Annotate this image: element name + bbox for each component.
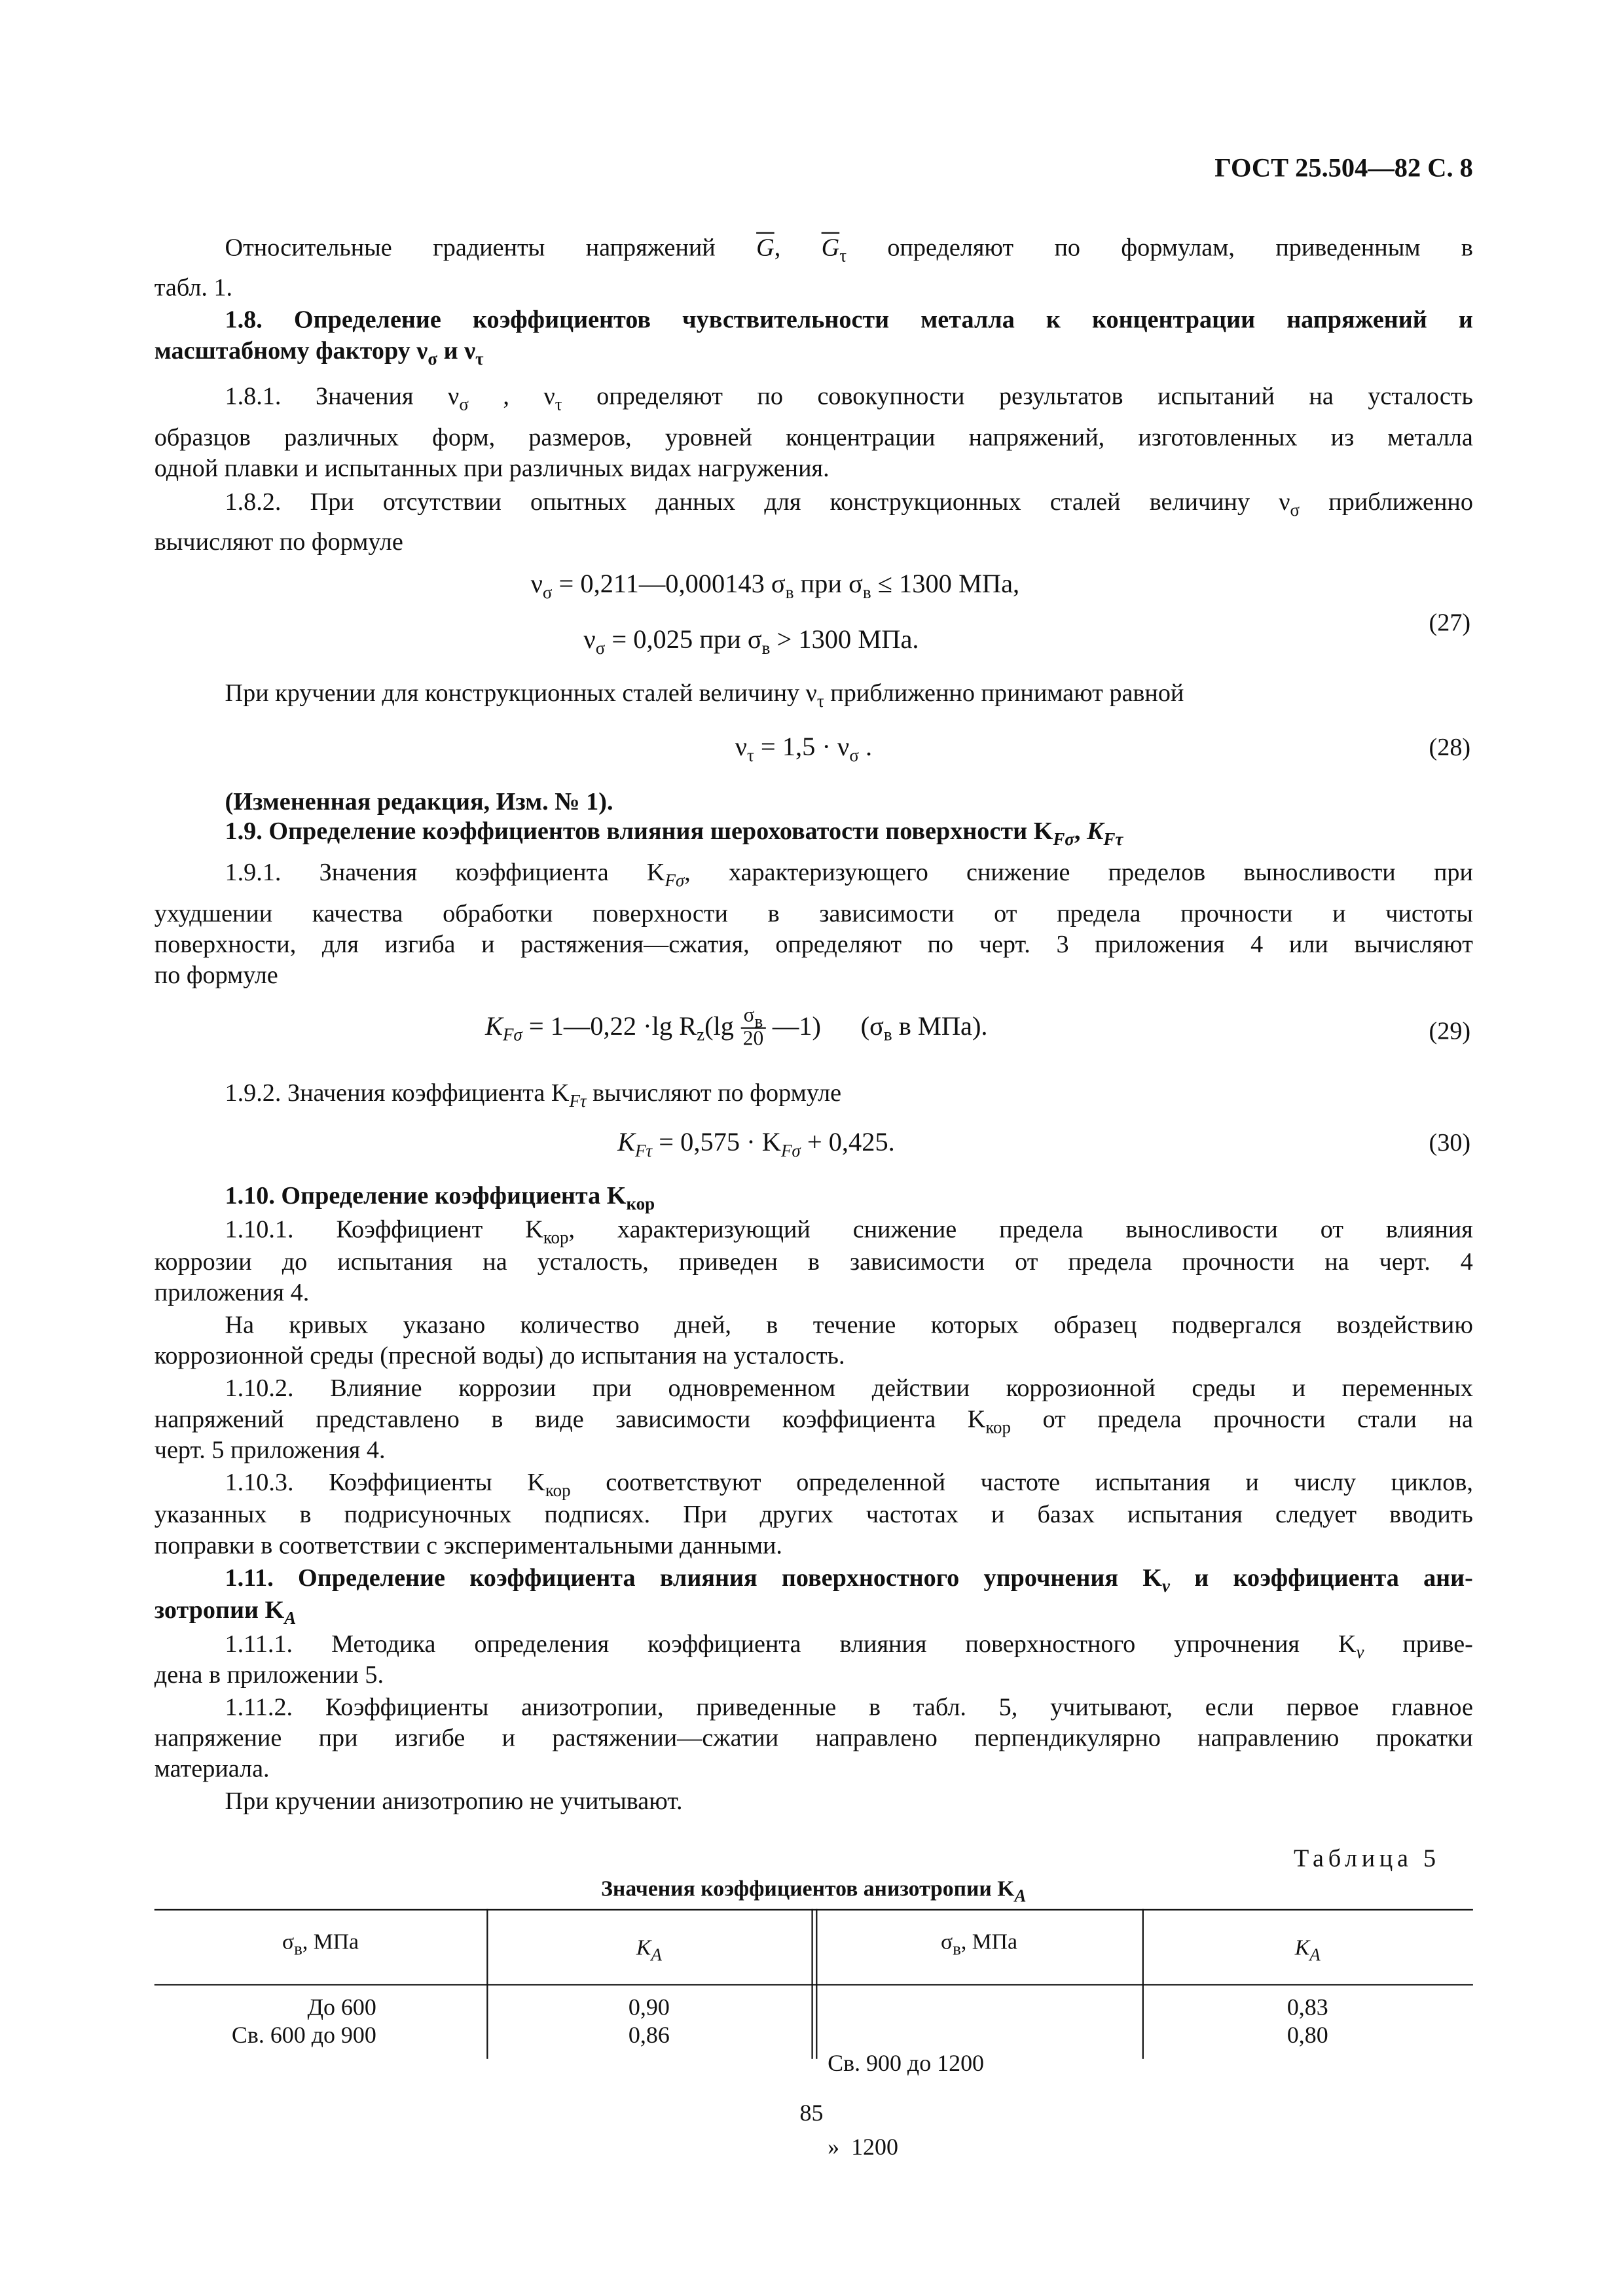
equation-28-number: (28)	[1429, 733, 1471, 762]
paragraph-1-8-1: 1.8.1. Значения $\nu_\sigma$ , $\nu_\tau$ определяют по совокупности результатов испытаний на усталость	[225, 382, 1473, 415]
table-cell: 0,83	[1286, 1996, 1328, 2021]
section-1-8-heading-line-2: масштабному фактору $\nu_\sigma$ и $\nu_\tau$	[154, 336, 484, 369]
paragraph-1-8-2: 1.8.2. При отсутствии опытных данных для конструкционных сталей величину $\nu_\sigma$ приближенно	[225, 488, 1473, 520]
paragraph-1-9-2: 1.9.2. Значения коэффициента $K_{F\tau}$ вычисляют по формуле	[225, 1079, 842, 1111]
paragraph-curves: На кривых указано количество дней, в течение которых образец подвергался воздействию	[225, 1310, 1473, 1339]
paragraph-1-8-2-line-2: вычисляют по формуле	[154, 528, 403, 556]
paragraph-torsion-anisotropy: При кручении анизотропию не учитывают.	[225, 1787, 683, 1816]
paragraph-1-11-1: 1.11.1. Методика определения коэффициента влияния поверхностного упрочнения $K_v$ приве-	[225, 1630, 1473, 1662]
section-1-11-heading: 1.11. Определение коэффициента влияния поверхностного упрочнения $K_v$ и коэффициента ани-	[225, 1564, 1473, 1596]
table-label: Таблица 5	[1293, 1844, 1440, 1873]
paragraph-1-11-2-line-2: напряжение при изгибе и растяжении—сжатии направлено перпендикулярно направлению прокатки	[154, 1723, 1473, 1752]
equation-29-number: (29)	[1429, 1016, 1471, 1045]
paragraph-1-10-1: 1.10.1. Коэффициент $K_{кор}$, характеризующий снижение предела выносливости от влияния	[225, 1215, 1473, 1248]
paragraph-1-10-3-line-2: указанных в подрисуночных подписях. При других частотах и базах испытания следует вводить	[154, 1500, 1473, 1529]
table-cell: 0,86	[628, 2023, 670, 2049]
paragraph-1-10-3-line-3: поправки в соответствии с экспериментальными данными.	[154, 1531, 782, 1560]
page-number: 85	[799, 2101, 824, 2127]
table-top-rule	[155, 1909, 1473, 1910]
running-head: ГОСТ 25.504—82 С. 8	[1214, 152, 1473, 183]
equation-30-number: (30)	[1429, 1128, 1471, 1157]
table-cell: Св. 600 до 900	[231, 2023, 376, 2049]
amended-note: (Измененная редакция, Изм. № 1).	[225, 787, 613, 816]
paragraph-1-10-2-line-2: напряжений представлено в виде зависимости коэффициента $K_{кор}$ от предела прочности стали на	[154, 1405, 1473, 1438]
intro-line-1: Относительные градиенты напряжений $\overline{G}$, $\overline{G}_\tau$ определяют по формулам, приведенным в	[225, 234, 1473, 266]
section-1-8-heading: 1.8. Определение коэффициентов чувствительности металла к концентрации напряжений и	[225, 306, 1473, 334]
table-header-ka-1: $K_A$	[636, 1937, 662, 1965]
equation-30: $K_{F\tau} = 0,575 \cdot K_{F\sigma} + 0,425$.	[617, 1127, 895, 1161]
table-cell: » 1200	[828, 2135, 898, 2161]
paragraph-curves-line-2: коррозионной среды (пресной воды) до испытания на усталость.	[154, 1342, 845, 1370]
equation-28: $\nu_\tau = 1,5 \cdot \nu_\sigma$ .	[735, 732, 873, 766]
table-cell: 0,90	[628, 1996, 670, 2021]
intro-line-2: табл. 1.	[154, 273, 233, 302]
paragraph-1-8-1-line-2: образцов различных форм, размеров, уровней концентрации напряжений, изготовленных из металла	[154, 423, 1473, 452]
section-1-10-heading: 1.10. Определение коэффициента $K_{кор}$	[225, 1181, 655, 1214]
table-cell: До 600	[307, 1996, 376, 2021]
table-header-sigma-1: $\sigma_в$, МПа	[282, 1931, 359, 1960]
table-header-sigma-2: $\sigma_в$, МПа	[940, 1931, 1017, 1960]
section-1-9-heading: 1.9. Определение коэффициентов влияния шероховатости поверхности $K_{F\sigma}$, $K_{F\tau}$	[225, 817, 1123, 850]
table-col-divider-2a	[811, 1909, 812, 2059]
paragraph-1-8-1-line-3: одной плавки и испытанных при различных видах нагружения.	[154, 454, 830, 482]
paragraph-1-10-2: 1.10.2. Влияние коррозии при одновременном действии коррозионной среды и переменных	[225, 1374, 1473, 1403]
paragraph-1-11-2: 1.11.2. Коэффициенты анизотропии, приведенные в табл. 5, учитывают, если первое главное	[225, 1693, 1473, 1721]
table-cell: Св. 900 до 1200	[828, 2051, 985, 2077]
paragraph-1-10-1-line-3: приложения 4.	[154, 1278, 310, 1307]
paragraph-1-10-3: 1.10.3. Коэффициенты $K_{кор}$ соответствуют определенной частоте испытания и числу циклов,	[225, 1468, 1473, 1501]
paragraph-1-9-1-line-2: ухудшении качества обработки поверхности в зависимости от предела прочности и чистоты	[154, 899, 1473, 927]
equation-27-number: (27)	[1429, 608, 1471, 637]
paragraph-1-10-2-line-3: черт. 5 приложения 4.	[154, 1435, 386, 1464]
fraction-sigma-over-20: $\frac{\sigma_в}{20}$	[740, 1006, 766, 1052]
equation-27-line-1: $\nu_\sigma$ = 0,211—0,000143 $\sigma_в$ при $\sigma_в \le 1300$ МПа,	[530, 568, 1020, 603]
table-cell: 0,80	[1286, 2023, 1328, 2049]
table-header-rule	[155, 1984, 1473, 1985]
torsion-paragraph: При кручении для конструкционных сталей величину $\nu_\tau$ приближенно принимают равной	[225, 679, 1184, 711]
section-1-11-heading-line-2: зотропии $K_A$	[154, 1596, 297, 1628]
equation-29: $K_{F\sigma}$ = 1—0,22 ·lg $R_z(\lg$ $\frac{\sigma_в}{20}$ —1) ($\sigma_в$ в МПа).	[484, 1005, 988, 1052]
paragraph-1-9-1-line-3: поверхности, для изгиба и растяжения—сжатия, определяют по черт. 3 приложения 4 или вычисляют	[154, 930, 1473, 959]
equation-27-line-2: $\nu_\sigma = 0,025$ при $\sigma_в > 1300$ МПа.	[583, 624, 919, 658]
table-col-2	[486, 1994, 811, 2050]
table-caption: Значения коэффициентов анизотропии $K_A$	[601, 1878, 1027, 1907]
table-col-1	[155, 1994, 376, 2050]
paragraph-1-11-1-line-2: дена в приложении 5.	[154, 1660, 384, 1689]
paragraph-1-9-1: 1.9.1. Значения коэффициента $K_{F\sigma}$, характеризующего снижение пределов выносливости при	[225, 858, 1473, 891]
table-header-ka-2: $K_A$	[1294, 1937, 1321, 1965]
paragraph-1-10-1-line-2: коррозии до испытания на усталость, приведен в зависимости от предела прочности на черт. 4	[154, 1247, 1473, 1276]
paragraph-1-11-2-line-3: материала.	[154, 1755, 270, 1783]
paragraph-1-9-1-line-4: по формуле	[154, 961, 278, 990]
table-col-4	[1142, 1994, 1473, 2050]
